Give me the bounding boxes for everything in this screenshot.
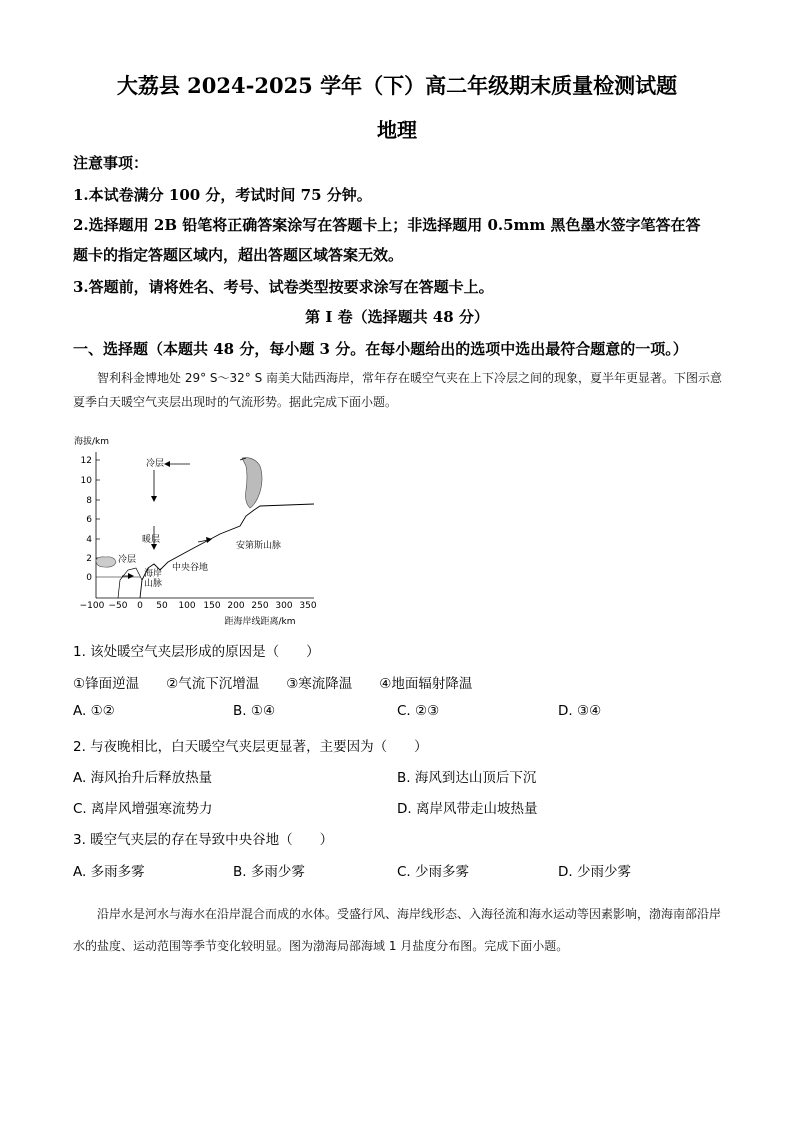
x-ticks <box>80 601 317 611</box>
x-tick: 250 <box>251 601 269 611</box>
x-tick: 300 <box>275 601 293 611</box>
note-item-3: 3.答题前，请将姓名、考号、试卷类型按要求涂写在答题卡上。 <box>73 278 494 296</box>
question-1-option-c[interactable]: C. ②③ <box>397 703 440 719</box>
y-tick: 12 <box>80 456 92 466</box>
x-tick: 0 <box>137 601 143 611</box>
y-tick: 2 <box>86 554 92 564</box>
x-tick: −50 <box>108 601 128 611</box>
airflow-figure <box>70 430 330 630</box>
question-3-stem: 3. 暖空气夹层的存在导致中央谷地（ ） <box>73 832 334 848</box>
question-1-option-a[interactable]: A. ①② <box>73 703 115 719</box>
coastal-cloud <box>96 557 116 567</box>
part1-title: 第 I 卷（选择题共 48 分） <box>305 308 489 326</box>
note-item-1: 1.本试卷满分 100 分，考试时间 75 分钟。 <box>73 186 372 204</box>
question-3-option-a[interactable]: A. 多雨多雾 <box>73 864 145 880</box>
y-tick: 8 <box>86 496 92 506</box>
question-2-option-c[interactable]: C. 离岸风增强寒流势力 <box>73 801 213 817</box>
notes-heading: 注意事项： <box>73 154 149 172</box>
andes-cloud <box>242 458 262 508</box>
label-coastal-mountain-2: 山脉 <box>144 579 163 589</box>
question-2-option-a[interactable]: A. 海风抬升后释放热量 <box>73 770 213 786</box>
x-tick: 50 <box>156 601 168 611</box>
label-central-valley: 中央谷地 <box>172 563 209 573</box>
x-tick: 100 <box>178 601 196 611</box>
note-item-2-line-1: 2.选择题用 2B 铅笔将正确答案涂写在答题卡上；非选择题用 0.5mm 黑色墨水签字笔答在答 <box>73 216 701 234</box>
y-axis-label: 海拔/km <box>74 437 110 447</box>
question-3-option-b[interactable]: B. 多雨少雾 <box>233 864 305 880</box>
terrain-profile <box>140 504 314 598</box>
question-2-stem: 2. 与夜晚相比，白天暖空气夹层更显著，主要因为（ ） <box>73 739 428 755</box>
x-tick: −100 <box>79 601 105 611</box>
question-2-option-d[interactable]: D. 离岸风带走山坡热量 <box>397 801 538 817</box>
x-tick: 200 <box>227 601 245 611</box>
passage-2: 沿岸水是河水与海水在沿岸混合而成的水体。受盛行风、海岸线形态、入海径流和海水运动等因素影响，渤海南部沿岸水的盐度、运动范围等季节变化较明显。图为渤海局部海域 1 月盐度分布图。完成下面小题。 <box>73 907 722 953</box>
label-cold-upper: 冷层 <box>146 459 165 469</box>
subject-title: 地理 <box>377 118 417 142</box>
y-tick: 4 <box>86 535 92 545</box>
question-1-option-b[interactable]: B. ①④ <box>233 703 276 719</box>
label-cold-lower: 冷层 <box>118 555 137 565</box>
y-tick: 0 <box>86 573 92 583</box>
x-tick: 350 <box>299 601 317 611</box>
x-axis-label: 距海岸线距离/km <box>224 617 296 627</box>
label-andes: 安第斯山脉 <box>236 541 282 551</box>
y-tick: 10 <box>80 476 92 486</box>
passage-1: 智利科金博地处 29° S～32° S 南美大陆西海岸，常年存在暖空气夹在上下冷层之间的现象，夏半年更显著。下图示意夏季白天暖空气夹层出现时的气流形势。据此完成下面小题。 <box>73 371 723 409</box>
x-tick: 150 <box>203 601 221 611</box>
question-1-option-d[interactable]: D. ③④ <box>558 703 602 719</box>
question-3-option-c[interactable]: C. 少雨多雾 <box>397 864 470 880</box>
question-1-statements: ①锋面逆温 ②气流下沉增温 ③寒流降温 ④地面辐射降温 <box>73 676 473 692</box>
y-tick: 6 <box>86 515 92 525</box>
question-3-option-d[interactable]: D. 少雨少雾 <box>558 864 631 880</box>
label-warm: 暖层 <box>142 535 161 545</box>
question-1-stem: 1. 该处暖空气夹层形成的原因是（ ） <box>73 644 320 660</box>
page-title: 大荔县 2024-2025 学年（下）高二年级期末质量检测试题 <box>116 73 678 98</box>
question-2-option-b[interactable]: B. 海风到达山顶后下沉 <box>397 770 537 786</box>
label-coastal-mountain-1: 海岸 <box>144 569 163 579</box>
note-item-2-line-2: 题卡的指定答题区域内，超出答题区域答案无效。 <box>73 246 404 264</box>
section-heading: 一、选择题（本题共 48 分，每小题 3 分。在每小题给出的选项中选出最符合题意的一项。） <box>73 340 688 358</box>
